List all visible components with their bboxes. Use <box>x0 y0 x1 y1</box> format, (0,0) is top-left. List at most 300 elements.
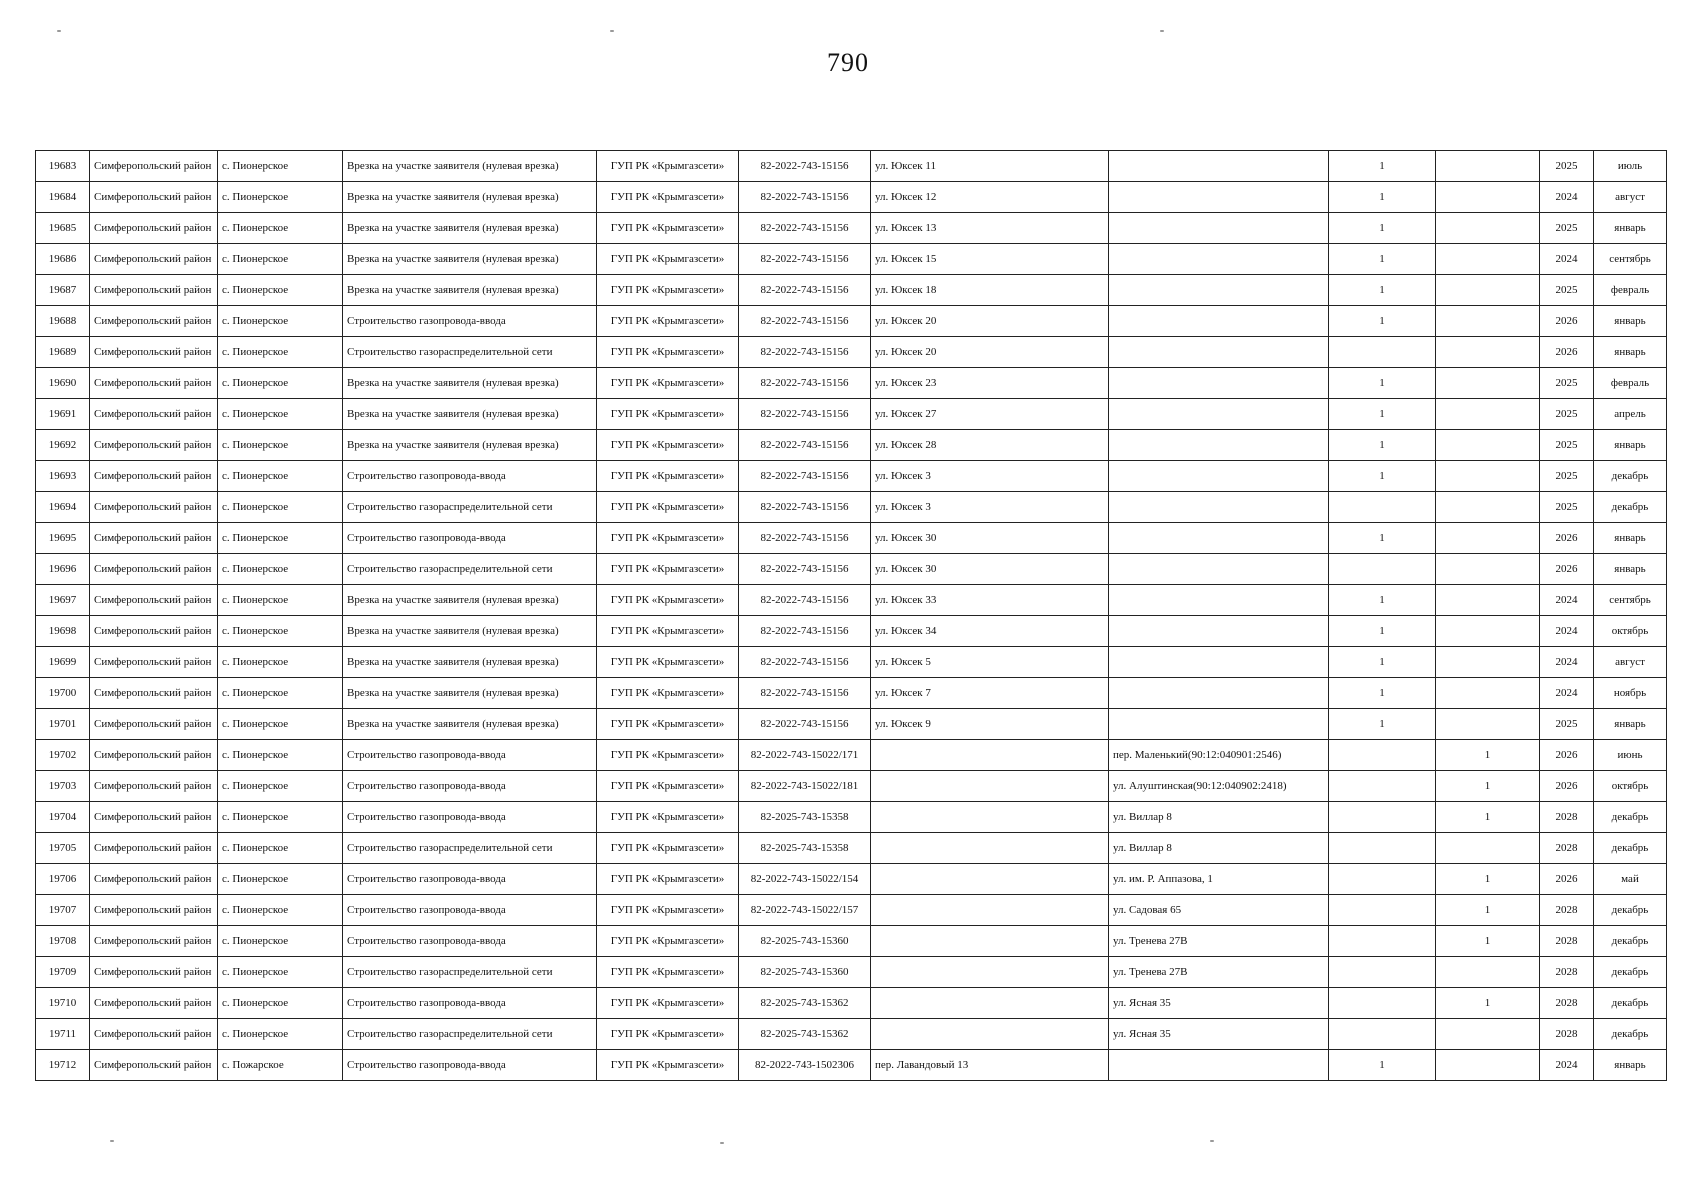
quantity-alt-cell <box>1436 585 1540 616</box>
table-row <box>36 1019 1667 1050</box>
year-cell: 2025 <box>1540 213 1594 244</box>
plot-address-cell <box>1109 678 1329 709</box>
scan-speck <box>610 30 614 32</box>
district-cell: Симферопольский район <box>90 306 218 337</box>
settlement-cell: с. Пионерское <box>218 678 343 709</box>
organization-cell: ГУП РК «Крымгазсети» <box>597 864 739 895</box>
month-cell: август <box>1594 182 1667 213</box>
table-row <box>36 709 1667 740</box>
district-cell: Симферопольский район <box>90 585 218 616</box>
month-cell: декабрь <box>1594 988 1667 1019</box>
organization-cell: ГУП РК «Крымгазсети» <box>597 1050 739 1081</box>
table-row <box>36 523 1667 554</box>
address-cell: ул. Юксек 15 <box>871 244 1109 275</box>
year-cell: 2024 <box>1540 182 1594 213</box>
settlement-cell: с. Пионерское <box>218 1019 343 1050</box>
quantity-alt-cell <box>1436 957 1540 988</box>
plot-address-cell: ул. Тренева 27В <box>1109 926 1329 957</box>
program-code-cell: 82-2022-743-15156 <box>739 306 871 337</box>
quantity-cell <box>1329 771 1436 802</box>
program-code-cell: 82-2022-743-15156 <box>739 368 871 399</box>
work-type-cell: Врезка на участке заявителя (нулевая врезка) <box>343 151 597 182</box>
quantity-alt-cell <box>1436 833 1540 864</box>
program-code-cell: 82-2025-743-15362 <box>739 988 871 1019</box>
year-cell: 2028 <box>1540 802 1594 833</box>
district-cell: Симферопольский район <box>90 151 218 182</box>
program-code-cell: 82-2025-743-15358 <box>739 802 871 833</box>
plot-address-cell <box>1109 492 1329 523</box>
district-cell: Симферопольский район <box>90 895 218 926</box>
row-number: 19695 <box>36 523 90 554</box>
quantity-alt-cell <box>1436 399 1540 430</box>
plot-address-cell <box>1109 585 1329 616</box>
quantity-cell <box>1329 864 1436 895</box>
plot-address-cell <box>1109 368 1329 399</box>
district-cell: Симферопольский район <box>90 523 218 554</box>
district-cell: Симферопольский район <box>90 1019 218 1050</box>
row-number: 19689 <box>36 337 90 368</box>
quantity-cell: 1 <box>1329 678 1436 709</box>
table-row <box>36 430 1667 461</box>
table-row <box>36 957 1667 988</box>
organization-cell: ГУП РК «Крымгазсети» <box>597 306 739 337</box>
table-row <box>36 585 1667 616</box>
plot-address-cell <box>1109 647 1329 678</box>
quantity-alt-cell <box>1436 1019 1540 1050</box>
work-type-cell: Врезка на участке заявителя (нулевая врезка) <box>343 182 597 213</box>
row-number: 19696 <box>36 554 90 585</box>
work-type-cell: Строительство газопровода-ввода <box>343 864 597 895</box>
program-code-cell: 82-2022-743-15022/181 <box>739 771 871 802</box>
district-cell: Симферопольский район <box>90 182 218 213</box>
month-cell: декабрь <box>1594 895 1667 926</box>
settlement-cell: с. Пионерское <box>218 461 343 492</box>
scan-speck <box>720 1142 724 1144</box>
address-cell <box>871 802 1109 833</box>
row-number: 19701 <box>36 709 90 740</box>
quantity-alt-cell <box>1436 368 1540 399</box>
plot-address-cell <box>1109 306 1329 337</box>
quantity-cell: 1 <box>1329 1050 1436 1081</box>
settlement-cell: с. Пионерское <box>218 709 343 740</box>
quantity-cell: 1 <box>1329 399 1436 430</box>
work-type-cell: Строительство газопровода-ввода <box>343 461 597 492</box>
row-number: 19711 <box>36 1019 90 1050</box>
program-code-cell: 82-2022-743-15156 <box>739 337 871 368</box>
organization-cell: ГУП РК «Крымгазсети» <box>597 492 739 523</box>
district-cell: Симферопольский район <box>90 244 218 275</box>
district-cell: Симферопольский район <box>90 430 218 461</box>
work-type-cell: Врезка на участке заявителя (нулевая врезка) <box>343 585 597 616</box>
work-type-cell: Строительство газопровода-ввода <box>343 802 597 833</box>
address-cell: ул. Юксек 18 <box>871 275 1109 306</box>
year-cell: 2026 <box>1540 864 1594 895</box>
month-cell: январь <box>1594 523 1667 554</box>
plot-address-cell <box>1109 151 1329 182</box>
quantity-alt-cell <box>1436 678 1540 709</box>
quantity-alt-cell <box>1436 244 1540 275</box>
page-number: 790 <box>827 48 869 77</box>
year-cell: 2026 <box>1540 523 1594 554</box>
work-type-cell: Врезка на участке заявителя (нулевая врезка) <box>343 244 597 275</box>
table-row <box>36 244 1667 275</box>
settlement-cell: с. Пионерское <box>218 492 343 523</box>
table-row <box>36 802 1667 833</box>
row-number: 19685 <box>36 213 90 244</box>
quantity-cell: 1 <box>1329 275 1436 306</box>
table-row <box>36 926 1667 957</box>
year-cell: 2024 <box>1540 647 1594 678</box>
table-row <box>36 647 1667 678</box>
month-cell: декабрь <box>1594 461 1667 492</box>
plot-address-cell <box>1109 430 1329 461</box>
settlement-cell: с. Пионерское <box>218 647 343 678</box>
organization-cell: ГУП РК «Крымгазсети» <box>597 771 739 802</box>
work-type-cell: Строительство газопровода-ввода <box>343 926 597 957</box>
row-number: 19690 <box>36 368 90 399</box>
quantity-cell <box>1329 833 1436 864</box>
organization-cell: ГУП РК «Крымгазсети» <box>597 988 739 1019</box>
organization-cell: ГУП РК «Крымгазсети» <box>597 461 739 492</box>
plot-address-cell: пер. Маленький(90:12:040901:2546) <box>1109 740 1329 771</box>
address-cell: ул. Юксек 30 <box>871 523 1109 554</box>
month-cell: январь <box>1594 430 1667 461</box>
plot-address-cell: ул. Алуштинская(90:12:040902:2418) <box>1109 771 1329 802</box>
address-cell <box>871 833 1109 864</box>
address-cell: ул. Юксек 5 <box>871 647 1109 678</box>
program-code-cell: 82-2022-743-15156 <box>739 461 871 492</box>
year-cell: 2025 <box>1540 709 1594 740</box>
address-cell <box>871 926 1109 957</box>
quantity-cell: 1 <box>1329 368 1436 399</box>
quantity-alt-cell: 1 <box>1436 771 1540 802</box>
program-code-cell: 82-2022-743-15156 <box>739 523 871 554</box>
organization-cell: ГУП РК «Крымгазсети» <box>597 151 739 182</box>
organization-cell: ГУП РК «Крымгазсети» <box>597 740 739 771</box>
table-row <box>36 771 1667 802</box>
quantity-alt-cell <box>1436 554 1540 585</box>
program-code-cell: 82-2022-743-15022/157 <box>739 895 871 926</box>
quantity-cell: 1 <box>1329 151 1436 182</box>
year-cell: 2026 <box>1540 740 1594 771</box>
work-type-cell: Строительство газораспределительной сети <box>343 554 597 585</box>
settlement-cell: с. Пионерское <box>218 802 343 833</box>
address-cell: ул. Юксек 28 <box>871 430 1109 461</box>
row-number: 19698 <box>36 616 90 647</box>
address-cell: ул. Юксек 12 <box>871 182 1109 213</box>
program-code-cell: 82-2022-743-15156 <box>739 647 871 678</box>
organization-cell: ГУП РК «Крымгазсети» <box>597 616 739 647</box>
table-row <box>36 461 1667 492</box>
year-cell: 2025 <box>1540 492 1594 523</box>
year-cell: 2025 <box>1540 399 1594 430</box>
work-type-cell: Врезка на участке заявителя (нулевая врезка) <box>343 678 597 709</box>
work-type-cell: Строительство газопровода-ввода <box>343 771 597 802</box>
address-cell: ул. Юксек 3 <box>871 492 1109 523</box>
district-cell: Симферопольский район <box>90 709 218 740</box>
district-cell: Симферопольский район <box>90 337 218 368</box>
month-cell: май <box>1594 864 1667 895</box>
row-number: 19694 <box>36 492 90 523</box>
year-cell: 2028 <box>1540 988 1594 1019</box>
settlement-cell: с. Пионерское <box>218 306 343 337</box>
quantity-alt-cell <box>1436 461 1540 492</box>
row-number: 19683 <box>36 151 90 182</box>
address-cell: ул. Юксек 7 <box>871 678 1109 709</box>
plot-address-cell: ул. Ясная 35 <box>1109 1019 1329 1050</box>
settlement-cell: с. Пионерское <box>218 337 343 368</box>
row-number: 19706 <box>36 864 90 895</box>
quantity-cell <box>1329 926 1436 957</box>
quantity-cell <box>1329 492 1436 523</box>
year-cell: 2025 <box>1540 430 1594 461</box>
district-cell: Симферопольский район <box>90 802 218 833</box>
district-cell: Симферопольский район <box>90 926 218 957</box>
row-number: 19707 <box>36 895 90 926</box>
quantity-alt-cell <box>1436 709 1540 740</box>
organization-cell: ГУП РК «Крымгазсети» <box>597 926 739 957</box>
year-cell: 2028 <box>1540 1019 1594 1050</box>
scan-speck <box>1210 1140 1214 1142</box>
quantity-cell <box>1329 554 1436 585</box>
address-cell: ул. Юксек 30 <box>871 554 1109 585</box>
row-number: 19684 <box>36 182 90 213</box>
month-cell: январь <box>1594 1050 1667 1081</box>
district-cell: Симферопольский район <box>90 647 218 678</box>
table-row <box>36 182 1667 213</box>
settlement-cell: с. Пионерское <box>218 244 343 275</box>
work-type-cell: Врезка на участке заявителя (нулевая врезка) <box>343 368 597 399</box>
address-cell <box>871 1019 1109 1050</box>
settlement-cell: с. Пионерское <box>218 988 343 1019</box>
organization-cell: ГУП РК «Крымгазсети» <box>597 213 739 244</box>
quantity-cell: 1 <box>1329 461 1436 492</box>
quantity-alt-cell <box>1436 430 1540 461</box>
plot-address-cell <box>1109 523 1329 554</box>
row-number: 19710 <box>36 988 90 1019</box>
month-cell: декабрь <box>1594 1019 1667 1050</box>
district-cell: Симферопольский район <box>90 988 218 1019</box>
district-cell: Симферопольский район <box>90 399 218 430</box>
district-cell: Симферопольский район <box>90 368 218 399</box>
organization-cell: ГУП РК «Крымгазсети» <box>597 399 739 430</box>
settlement-cell: с. Пионерское <box>218 182 343 213</box>
month-cell: октябрь <box>1594 771 1667 802</box>
district-cell: Симферопольский район <box>90 1050 218 1081</box>
program-code-cell: 82-2022-743-15156 <box>739 585 871 616</box>
program-code-cell: 82-2022-743-15156 <box>739 492 871 523</box>
work-type-cell: Строительство газопровода-ввода <box>343 523 597 554</box>
month-cell: январь <box>1594 709 1667 740</box>
quantity-cell: 1 <box>1329 585 1436 616</box>
work-type-cell: Врезка на участке заявителя (нулевая врезка) <box>343 275 597 306</box>
work-type-cell: Врезка на участке заявителя (нулевая врезка) <box>343 647 597 678</box>
plot-address-cell: ул. Ясная 35 <box>1109 988 1329 1019</box>
organization-cell: ГУП РК «Крымгазсети» <box>597 523 739 554</box>
table-row <box>36 833 1667 864</box>
address-cell: пер. Лавандовый 13 <box>871 1050 1109 1081</box>
organization-cell: ГУП РК «Крымгазсети» <box>597 802 739 833</box>
quantity-alt-cell <box>1436 523 1540 554</box>
quantity-alt-cell <box>1436 1050 1540 1081</box>
work-type-cell: Врезка на участке заявителя (нулевая врезка) <box>343 213 597 244</box>
program-code-cell: 82-2022-743-15022/154 <box>739 864 871 895</box>
quantity-cell: 1 <box>1329 523 1436 554</box>
plot-address-cell <box>1109 337 1329 368</box>
quantity-cell: 1 <box>1329 709 1436 740</box>
quantity-alt-cell: 1 <box>1436 988 1540 1019</box>
organization-cell: ГУП РК «Крымгазсети» <box>597 430 739 461</box>
program-code-cell: 82-2025-743-15362 <box>739 1019 871 1050</box>
organization-cell: ГУП РК «Крымгазсети» <box>597 709 739 740</box>
quantity-cell: 1 <box>1329 244 1436 275</box>
settlement-cell: с. Пионерское <box>218 771 343 802</box>
row-number: 19712 <box>36 1050 90 1081</box>
month-cell: январь <box>1594 554 1667 585</box>
year-cell: 2028 <box>1540 833 1594 864</box>
month-cell: август <box>1594 647 1667 678</box>
table-row <box>36 554 1667 585</box>
settlement-cell: с. Пионерское <box>218 523 343 554</box>
organization-cell: ГУП РК «Крымгазсети» <box>597 554 739 585</box>
plot-address-cell <box>1109 275 1329 306</box>
program-code-cell: 82-2022-743-15156 <box>739 244 871 275</box>
quantity-cell: 1 <box>1329 616 1436 647</box>
year-cell: 2025 <box>1540 275 1594 306</box>
district-cell: Симферопольский район <box>90 771 218 802</box>
row-number: 19688 <box>36 306 90 337</box>
table-row <box>36 399 1667 430</box>
address-cell: ул. Юксек 13 <box>871 213 1109 244</box>
table-row <box>36 306 1667 337</box>
address-cell: ул. Юксек 11 <box>871 151 1109 182</box>
organization-cell: ГУП РК «Крымгазсети» <box>597 833 739 864</box>
district-cell: Симферопольский район <box>90 833 218 864</box>
year-cell: 2025 <box>1540 461 1594 492</box>
settlement-cell: с. Пионерское <box>218 399 343 430</box>
row-number: 19686 <box>36 244 90 275</box>
organization-cell: ГУП РК «Крымгазсети» <box>597 895 739 926</box>
row-number: 19704 <box>36 802 90 833</box>
program-code-cell: 82-2022-743-15156 <box>739 709 871 740</box>
work-type-cell: Врезка на участке заявителя (нулевая врезка) <box>343 709 597 740</box>
year-cell: 2024 <box>1540 678 1594 709</box>
year-cell: 2024 <box>1540 1050 1594 1081</box>
table-row <box>36 213 1667 244</box>
quantity-cell <box>1329 1019 1436 1050</box>
program-code-cell: 82-2022-743-15156 <box>739 616 871 647</box>
table-row <box>36 337 1667 368</box>
settlement-cell: с. Пожарское <box>218 1050 343 1081</box>
settlement-cell: с. Пионерское <box>218 833 343 864</box>
year-cell: 2024 <box>1540 616 1594 647</box>
month-cell: сентябрь <box>1594 585 1667 616</box>
organization-cell: ГУП РК «Крымгазсети» <box>597 1019 739 1050</box>
settlement-cell: с. Пионерское <box>218 957 343 988</box>
address-cell <box>871 864 1109 895</box>
year-cell: 2028 <box>1540 957 1594 988</box>
organization-cell: ГУП РК «Крымгазсети» <box>597 585 739 616</box>
program-code-cell: 82-2022-743-15156 <box>739 182 871 213</box>
settlement-cell: с. Пионерское <box>218 740 343 771</box>
quantity-cell <box>1329 895 1436 926</box>
row-number: 19697 <box>36 585 90 616</box>
address-cell: ул. Юксек 23 <box>871 368 1109 399</box>
year-cell: 2026 <box>1540 306 1594 337</box>
settlement-cell: с. Пионерское <box>218 864 343 895</box>
month-cell: февраль <box>1594 368 1667 399</box>
quantity-cell: 1 <box>1329 182 1436 213</box>
settlement-cell: с. Пионерское <box>218 151 343 182</box>
row-number: 19699 <box>36 647 90 678</box>
row-number: 19705 <box>36 833 90 864</box>
row-number: 19703 <box>36 771 90 802</box>
address-cell: ул. Юксек 34 <box>871 616 1109 647</box>
table-body <box>36 151 1667 1081</box>
settlement-cell: с. Пионерское <box>218 616 343 647</box>
quantity-alt-cell <box>1436 213 1540 244</box>
quantity-cell: 1 <box>1329 213 1436 244</box>
district-cell: Симферопольский район <box>90 864 218 895</box>
scan-speck <box>57 30 61 32</box>
quantity-cell <box>1329 802 1436 833</box>
table-row <box>36 368 1667 399</box>
district-cell: Симферопольский район <box>90 554 218 585</box>
quantity-cell: 1 <box>1329 647 1436 678</box>
table-row <box>36 988 1667 1019</box>
quantity-alt-cell <box>1436 337 1540 368</box>
row-number: 19700 <box>36 678 90 709</box>
year-cell: 2026 <box>1540 554 1594 585</box>
year-cell: 2026 <box>1540 771 1594 802</box>
work-type-cell: Строительство газораспределительной сети <box>343 833 597 864</box>
plot-address-cell <box>1109 554 1329 585</box>
row-number: 19709 <box>36 957 90 988</box>
month-cell: апрель <box>1594 399 1667 430</box>
district-cell: Симферопольский район <box>90 461 218 492</box>
quantity-cell: 1 <box>1329 430 1436 461</box>
row-number: 19691 <box>36 399 90 430</box>
settlement-cell: с. Пионерское <box>218 585 343 616</box>
plot-address-cell: ул. Садовая 65 <box>1109 895 1329 926</box>
address-cell <box>871 771 1109 802</box>
settlement-cell: с. Пионерское <box>218 275 343 306</box>
row-number: 19687 <box>36 275 90 306</box>
row-number: 19692 <box>36 430 90 461</box>
year-cell: 2024 <box>1540 244 1594 275</box>
month-cell: сентябрь <box>1594 244 1667 275</box>
district-cell: Симферопольский район <box>90 275 218 306</box>
address-cell <box>871 895 1109 926</box>
district-cell: Симферопольский район <box>90 678 218 709</box>
quantity-alt-cell <box>1436 492 1540 523</box>
table-row <box>36 275 1667 306</box>
organization-cell: ГУП РК «Крымгазсети» <box>597 182 739 213</box>
plot-address-cell <box>1109 399 1329 430</box>
quantity-cell <box>1329 337 1436 368</box>
row-number: 19702 <box>36 740 90 771</box>
work-type-cell: Врезка на участке заявителя (нулевая врезка) <box>343 616 597 647</box>
plot-address-cell <box>1109 182 1329 213</box>
address-cell <box>871 740 1109 771</box>
plot-address-cell <box>1109 616 1329 647</box>
work-type-cell: Строительство газопровода-ввода <box>343 740 597 771</box>
settlement-cell: с. Пионерское <box>218 554 343 585</box>
month-cell: декабрь <box>1594 802 1667 833</box>
month-cell: ноябрь <box>1594 678 1667 709</box>
settlement-cell: с. Пионерское <box>218 368 343 399</box>
program-code-cell: 82-2022-743-15156 <box>739 678 871 709</box>
